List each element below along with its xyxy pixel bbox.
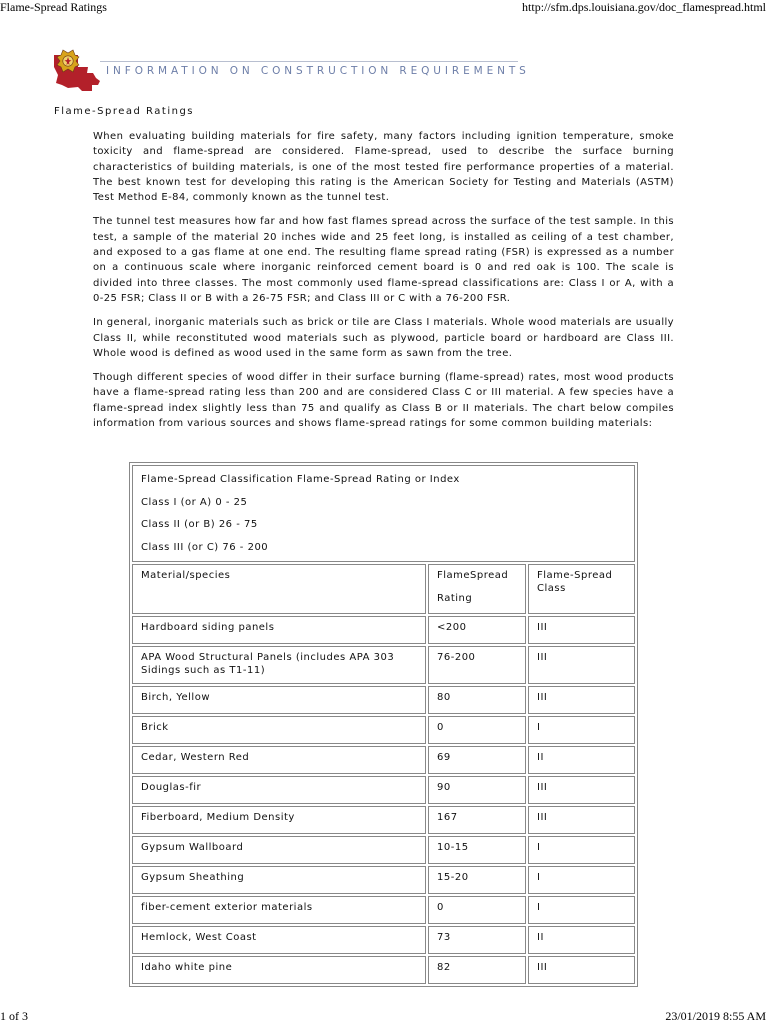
site-banner (52, 47, 530, 97)
print-page-url[interactable]: http://sfm.dps.louisiana.gov/doc_flamespread.html (522, 0, 766, 14)
article-body (93, 129, 674, 440)
cell-material: Cedar, Western Red (132, 746, 426, 774)
table-row (132, 956, 635, 984)
print-header (0, 0, 768, 16)
cell-class: III (528, 956, 635, 984)
classification-row (132, 465, 635, 562)
louisiana-fire-marshal-logo-icon (52, 47, 102, 95)
cell-rating: 90 (428, 776, 526, 804)
cell-class: III (528, 646, 635, 684)
cell-rating: 15-20 (428, 866, 526, 894)
cell-class: I (528, 836, 635, 864)
cell-material: fiber-cement exterior materials (132, 896, 426, 924)
cell-rating: 73 (428, 926, 526, 954)
header-rating (428, 564, 526, 614)
classification-class-i: Class I (or A) 0 - 25 (141, 496, 248, 508)
print-page-number: 1 of 3 (0, 1009, 28, 1023)
cell-rating: 76-200 (428, 646, 526, 684)
cell-material: Gypsum Sheathing (132, 866, 426, 894)
header-class: Flame-Spread Class (528, 564, 635, 614)
cell-class: III (528, 616, 635, 644)
table-row (132, 646, 635, 684)
cell-rating: 80 (428, 686, 526, 714)
banner-rule (100, 61, 518, 62)
banner-title: INFORMATION ON CONSTRUCTION REQUIREMENTS (106, 65, 530, 77)
cell-class: III (528, 806, 635, 834)
cell-rating: 10-15 (428, 836, 526, 864)
cell-class: I (528, 716, 635, 744)
classification-class-iii: Class III (or C) 76 - 200 (141, 541, 269, 553)
cell-material: Hemlock, West Coast (132, 926, 426, 954)
cell-material: Idaho white pine (132, 956, 426, 984)
print-datetime: 23/01/2019 8:55 AM (665, 1009, 766, 1023)
cell-material: Gypsum Wallboard (132, 836, 426, 864)
table-row (132, 716, 635, 744)
header-rating-line1: FlameSpread (437, 570, 509, 581)
section-title: Flame-Spread Ratings (54, 106, 195, 117)
cell-rating: 82 (428, 956, 526, 984)
cell-material: Birch, Yellow (132, 686, 426, 714)
header-rating-line2: Rating (437, 592, 473, 604)
print-footer (0, 1009, 768, 1025)
cell-class: III (528, 776, 635, 804)
table-row (132, 616, 635, 644)
cell-class: III (528, 686, 635, 714)
cell-material: Hardboard siding panels (132, 616, 426, 644)
classification-cell (132, 465, 635, 562)
cell-rating: 167 (428, 806, 526, 834)
table-row (132, 686, 635, 714)
paragraph-wood-species: Though different species of wood differ in their surface burning (flame-spread) rates, most wood products have a flame-spread rating less than 200 and are considered Class C or III material. A few species have a flame-spread index slightly less than 75 and qualify as Class B or II materials. The chart below compiles information from various sources and shows flame-spread ratings for some common building materials: (93, 372, 674, 430)
flame-spread-table (129, 462, 638, 987)
cell-material: Fiberboard, Medium Density (132, 806, 426, 834)
cell-class: I (528, 896, 635, 924)
cell-class: II (528, 746, 635, 774)
table-row (132, 866, 635, 894)
paragraph-tunnel-test: The tunnel test measures how far and how fast flames spread across the surface of the test sample. In this test, a sample of the material 20 inches wide and 25 feet long, is installed as ceiling of a test chamber, and exposed to a gas flame at one end. The resulting flame spread rating (FSR) is expressed as a number on a continuous scale where inorganic reinforced cement board is 0 and red oak is 100. The scale is divided into three classes. The most commonly used flame-spread classifications are: Class I or A, with a 0-25 FSR; Class II or B with a 26-75 FSR; and Class III or C with a 76-200 FSR. (93, 216, 674, 304)
table-row (132, 896, 635, 924)
cell-class: I (528, 866, 635, 894)
cell-rating: 0 (428, 716, 526, 744)
cell-material: APA Wood Structural Panels (includes APA 303 Sidings such as T1-11) (132, 646, 426, 684)
table-row (132, 806, 635, 834)
table-row (132, 836, 635, 864)
cell-rating: 69 (428, 746, 526, 774)
cell-material: Douglas-fir (132, 776, 426, 804)
table-row (132, 776, 635, 804)
flame-spread-table-wrap (129, 462, 638, 987)
paragraph-materials: In general, inorganic materials such as brick or tile are Class I materials. Whole wood materials are usually Class II, while reconstituted wood materials such as plywood, particle board or hardboard are Class III. Whole wood is defined as wood used in the same form as sawn from the tree. (93, 317, 674, 359)
table-row (132, 926, 635, 954)
cell-class: II (528, 926, 635, 954)
classification-heading: Flame-Spread Classification Flame-Spread Rating or Index (141, 474, 460, 485)
header-material: Material/species (132, 564, 426, 614)
paragraph-intro: When evaluating building materials for fire safety, many factors including ignition temperature, smoke toxicity and flame-spread are considered. Flame-spread, used to describe the surface burning characteristics of building materials, is one of the most tested fire performance properties of a material. The best known test for developing this rating is the American Society for Testing and Materials (ASTM) Test Method E-84, commonly known as the tunnel test. (93, 131, 674, 204)
table-header-row (132, 564, 635, 614)
table-row (132, 746, 635, 774)
print-page-title: Flame-Spread Ratings (0, 0, 107, 14)
cell-rating: <200 (428, 616, 526, 644)
classification-class-ii: Class II (or B) 26 - 75 (141, 519, 258, 530)
cell-material: Brick (132, 716, 426, 744)
cell-rating: 0 (428, 896, 526, 924)
